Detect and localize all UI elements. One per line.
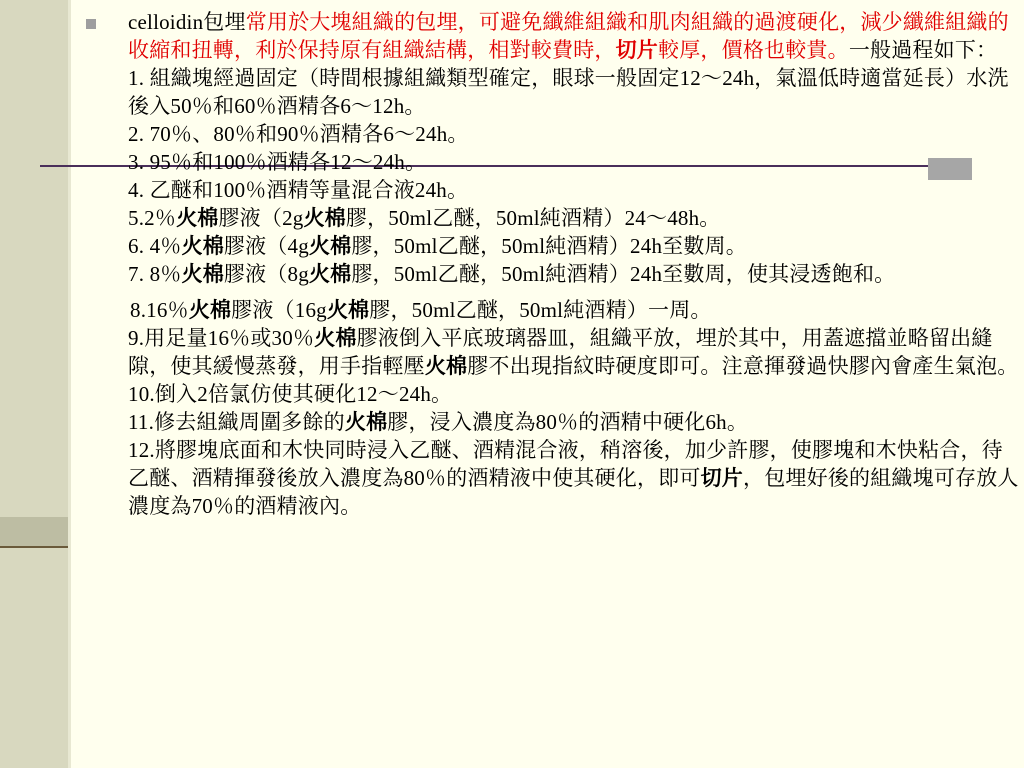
step-7-a: 7. 8％	[128, 262, 182, 286]
step-9-bold-2: 火棉	[424, 354, 468, 378]
step-8-a: 8.16％	[130, 298, 189, 322]
step-5-c: 膠液（2g	[218, 206, 304, 230]
intro-paragraph	[128, 8, 1020, 64]
step-9	[128, 324, 1020, 380]
step-2: 2. 70％、80％和90％酒精各6～24h。	[128, 122, 469, 146]
intro-text-2: 一般過程如下：	[848, 38, 998, 62]
step-7-c: 膠液（8g	[223, 262, 309, 286]
step-7-bold-1: 火棉	[181, 262, 224, 286]
step-10: 10.倒入2倍氯仿使其硬化12～24h。	[128, 382, 453, 406]
step-5	[128, 204, 1020, 232]
step-6-bold-1: 火棉	[181, 234, 224, 258]
bullet-term: celloidin	[128, 10, 204, 34]
step-11	[128, 408, 1020, 436]
left-accent-block	[0, 517, 68, 547]
step-6-c: 膠液（4g	[223, 234, 309, 258]
step-7	[128, 260, 1020, 288]
step-5-bold-2: 火棉	[303, 206, 346, 230]
step-5-d: 膠，50ml乙醚，50ml純酒精）24～48h。	[345, 206, 721, 230]
intro-text-1: 包埋	[203, 10, 246, 34]
step-5-bold-1: 火棉	[176, 206, 219, 230]
intro-red-text-1: 常用於大塊組織的包埋，可避免纖維組織和肌肉組織的過渡硬化，減少纖維組織的收縮和扭轉，利於保持原有組織結構，相對較費時，	[128, 10, 1009, 62]
square-bullet-icon	[86, 19, 96, 29]
left-band-shadow	[68, 0, 71, 768]
step-1: 1. 組織塊經過固定（時間根據組織類型確定，眼球一般固定12～24h，氣溫低時適當延長）水洗後入50％和60％酒精各6～12h。	[128, 66, 1009, 118]
intro-red-text-2: 較厚，價格也較貴。	[658, 38, 849, 62]
step-9-bold-1: 火棉	[314, 326, 357, 350]
step-12-bold-1: 切片	[700, 466, 744, 490]
left-decorative-band	[0, 0, 68, 768]
slide-body	[128, 8, 1020, 520]
step-12-c: ，包埋好後的組織塊可存放人濃度為70％的酒精液內。	[128, 466, 1019, 518]
step-6-a: 6. 4％	[128, 234, 182, 258]
step-12-a: 12.將膠塊底面和木快同時浸入乙醚、酒精混合液，稍溶後，加少許膠，使膠塊和木快粘合，待乙醚、酒精揮發後放入濃度為80％的酒精液中使其硬化，即可	[128, 438, 1003, 490]
step-8-d: 膠，50ml乙醚，50ml純酒精）一周。	[369, 298, 712, 322]
step-7-bold-2: 火棉	[308, 262, 352, 286]
step-5-a: 5.2％	[128, 206, 177, 230]
step-7-d: 膠，50ml乙醚，50ml純酒精）24h至數周，使其浸透飽和。	[351, 262, 896, 286]
step-8-c: 膠液（16g	[231, 298, 327, 322]
step-3: 3. 95％和100％酒精各12～24h。	[128, 150, 427, 174]
step-11-c: 膠，浸入濃度為80％的酒精中硬化6h。	[387, 410, 749, 434]
step-9-c: 膠液倒入平底玻璃器皿，組織平放，埋於其中，用蓋遮擋並略留出縫隙，使其緩慢蒸發，用手指輕壓	[128, 326, 993, 378]
step-4: 4. 乙醚和100％酒精等量混合液24h。	[128, 178, 469, 202]
step-6-d: 膠，50ml乙醚，50ml純酒精）24h至數周。	[351, 234, 747, 258]
intro-red-bold: 切片	[615, 38, 659, 62]
step-8-bold-1: 火棉	[188, 298, 232, 322]
step-12	[128, 436, 1020, 520]
step-6	[128, 232, 1020, 260]
step-9-a: 9.用足量16％或30％	[128, 326, 315, 350]
step-6-bold-2: 火棉	[308, 234, 352, 258]
step-9-d: 膠不出現指紋時硬度即可。注意揮發過快膠內會產生氣泡。	[467, 354, 1019, 378]
step-8-bold-2: 火棉	[326, 298, 370, 322]
step-11-bold-1: 火棉	[344, 410, 388, 434]
step-8	[130, 296, 1020, 324]
step-11-a: 11.修去組織周圍多餘的	[128, 410, 345, 434]
left-accent-line	[0, 546, 68, 548]
